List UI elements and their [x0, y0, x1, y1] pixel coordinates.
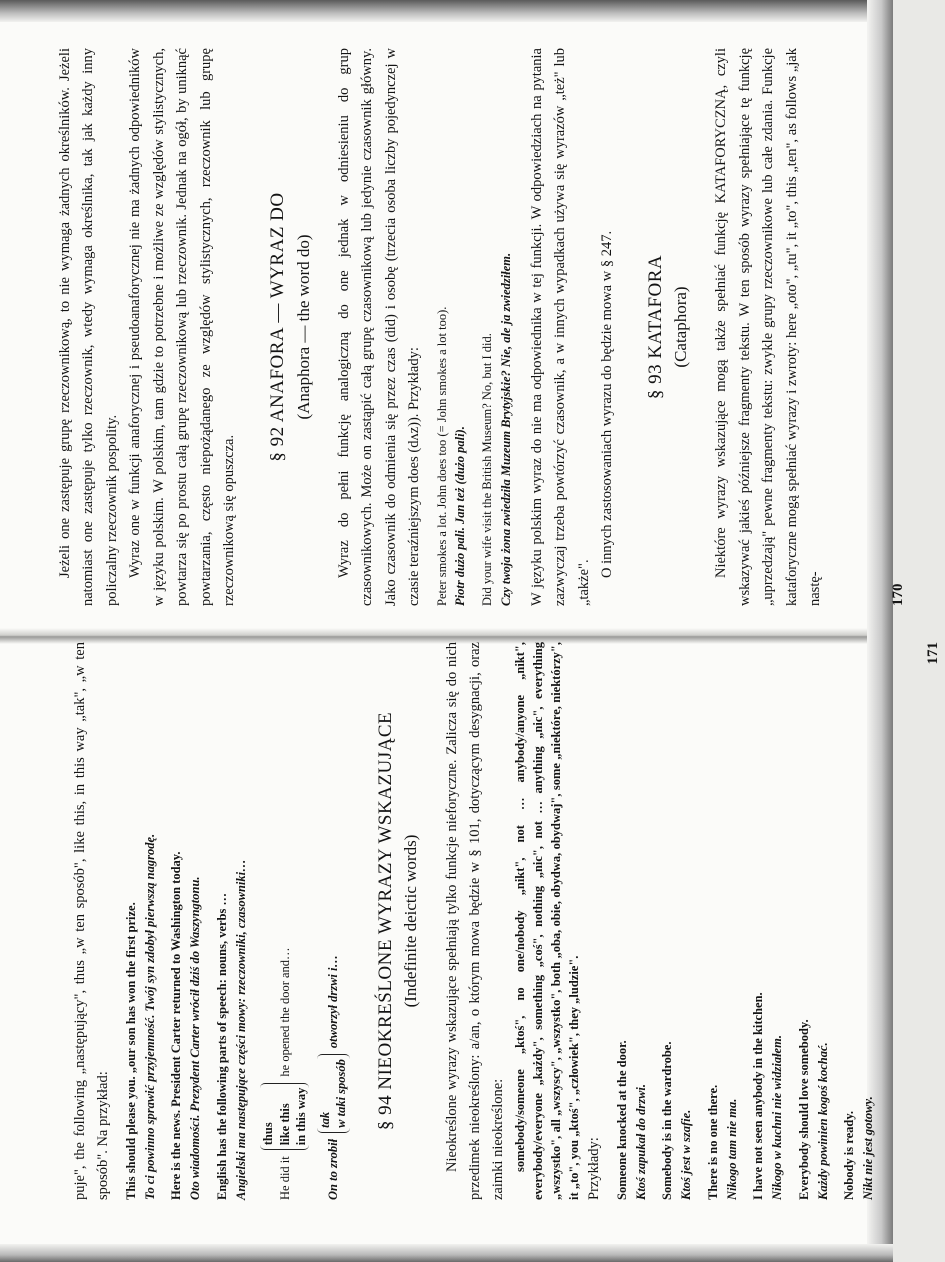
intro-paragraph-1: Jeżeli one zastępuje grupę rzeczownikową, to nie wymaga żadnych określników. Jeżeli natomiast one zastępuje tylko rzeczownik, wtedy wymaga określnika, tak jak każdy inny policzalny rzeczownik pospolity. [57, 48, 120, 606]
example-line: Piotr dużo pali. Jan też (dużo pali). [453, 426, 468, 606]
example-line: Nikt nie jest gotowy. [861, 1096, 876, 1200]
section-94-title: § 94 NIEOKREŚLONE WYRAZY WSKAZUJĄCE [374, 711, 396, 1131]
example-line: Peter smokes a lot. John does too (= John smokes a lot too). [434, 306, 449, 606]
section-94-subtitle: (Indefinite deictic words) [401, 834, 421, 1008]
cataphora-examples [122, 642, 251, 1200]
example-line: Nikogo w kuchni nie widziałem. [770, 1035, 785, 1200]
brace-options [317, 1054, 350, 1133]
intro-paragraph-2: Wyraz one w funkcji anaforycznej i pseudoanaforycznej nie ma żadnych odpowiedników w języku polskim. W polskim, tam gdzie to potrzebne i możliwe ze względów stylistycznych, powtarza się po prostu całą grupę rzeczownikową lub rzeczownik. Jednak na ogół, by uniknąć powtarzania, często niepożądanego ze względów stylistycznych, rzeczownik lub grupę rzeczownikową się opuszcza. [127, 48, 238, 606]
continuation-paragraph: puje", the following „następujący", thus „w ten sposób", like this, in this way „tak", „w ten sposób". Na przykład: [72, 642, 112, 1200]
section-93-paragraph-1: Niektóre wyrazy wskazujące mogą także spełniać funkcję KATAFORYCZNĄ, czyli wskazywać jakieś późniejsze fragmenty tekstu. W ten sposób wyrazy spełniające tę funkcję „uprzedzają" pewne fragmenty tekstu: zwykle grupy rzeczownikowe lub całe zdania. Funkcje kataforyczne mogą spełniać wyrazy i zwroty: here „oto", „tu", it „to", this „ten", as follows „jak nastę- [713, 48, 824, 606]
example-line: Somebody is in the wardrobe. [660, 1041, 675, 1200]
examples-label: Przykłady: [586, 1137, 603, 1200]
section-92-title: § 92 ANAFORA — WYRAZ DO [266, 192, 288, 462]
example-line: Someone knocked at the door. [614, 1040, 629, 1200]
page-number: 170 [889, 583, 906, 606]
section-93-title: § 93 KATAFORA [644, 254, 666, 400]
brace-option: in this way [293, 1087, 308, 1146]
example-line: There is no one there. [705, 1084, 720, 1200]
example-line: Każdy powinien kogoś kochać. [815, 1042, 830, 1200]
example-line: Ktoś zapukał do drzwi. [633, 1083, 648, 1200]
section-92-subtitle: (Anaphora — the word do) [293, 234, 313, 420]
section-93-subtitle: (Cataphora) [671, 286, 691, 368]
example-line: Oto wiadomości. Prezydent Carter wrócił dziś do Waszyngtonu. [188, 876, 203, 1200]
brace-example-english [260, 642, 309, 1200]
example-line: Ktoś jest w szafie. [679, 1109, 694, 1200]
page-170 [40, 28, 906, 628]
brace-lead: On to zrobił [326, 1138, 341, 1200]
example-line: Nobody is ready. [842, 1110, 857, 1200]
indefinite-pronoun-list: somebody/someone „ktoś", no one/nobody „nikt", not … anybody/anyone „nikt", everybody/everyone „każdy", something „coś", nothing „nic", not … anything „nic", everything „wszystko", all „wszyscy", „wszystko", both „oba, obie, obydwa, obydwaj", some „niektóre, niektórzy", it „to", you „ktoś", „człowiek", they „ludzie". [512, 642, 582, 1200]
brace-option: tak [318, 1111, 333, 1128]
section-92-paragraph-2: W języku polskim wyraz do nie ma odpowiednika w tej funkcji. W odpowiedziach na pytania zazwyczaj trzeba powtórzyć czasownik, a w innych wypadkach używa się wyrazów „też" lub „także". [528, 48, 592, 606]
brace-options [260, 1083, 309, 1151]
brace-lead: He did it [277, 1156, 292, 1200]
example-line: I have not seen anybody in the kitchen. [751, 992, 766, 1200]
example-line: Everybody should love somebody. [796, 1019, 811, 1200]
page-number: 171 [924, 642, 941, 665]
example-line: English has the following parts of speech: nouns, verbs … [214, 893, 229, 1200]
brace-option: like this [277, 1103, 292, 1146]
example-line: To ci powinno sprawić przyjemność. Twój syn zdobył pierwszą nagrodę. [142, 833, 157, 1200]
section-94-paragraph-1: Nieokreślone wyrazy wskazujące spełniają tylko funkcje nieforyczne. Zalicza się do nich przedimek nieokreślony: a/an, o którym mowa będzie w § 101, dotyczącym desygnacji, oraz zaimki nieokreślone: [443, 642, 507, 1200]
example-line: This should please you. „our son has won the first prize. [123, 902, 138, 1200]
example-line: Czy twoja żona zwiedziła Muzeum Brytyjskie? Nie, ale ja zwiedziłem. [498, 252, 513, 606]
section-92-examples [433, 48, 516, 606]
example-line: Angielski ma następujące części mowy: rzeczowniki, czasowniki… [233, 859, 248, 1200]
example-line: Did your wife visit the British Museum? No, but I did. [480, 333, 495, 606]
brace-option: thus [261, 1122, 276, 1146]
brace-tail: otworzył drzwi i… [326, 955, 341, 1049]
scan-edge-shadow-top [0, 0, 893, 22]
brace-option: w taki sposób [334, 1059, 349, 1128]
example-line: Here is the news. President Carter returned to Washington today. [169, 851, 184, 1200]
section-94-examples [613, 642, 878, 1200]
section-92-paragraph-3: O innych zastosowaniach wyrazu do będzie mowa w § 247. [599, 230, 616, 578]
section-92-paragraph-1: Wyraz do pełni funkcję analogiczną do one jednak w odniesieniu do grup czasownikowych. Może on zastąpić całą grupę czasownikową lub jedynie czasownik główny. Jako czasownik do odmienia się przez czas (did) i osobę (trzecia osoba liczby pojedynczej w czasie teraźniejszym does (dʌz)). Przykłady: [335, 48, 423, 606]
brace-example-polish [317, 642, 350, 1200]
brace-tail: he opened the door and… [277, 947, 292, 1077]
example-line: Nikogo tam nie ma. [724, 1098, 739, 1200]
page-171 [55, 622, 941, 1222]
scan-edge-shadow-bottom [0, 1244, 893, 1262]
